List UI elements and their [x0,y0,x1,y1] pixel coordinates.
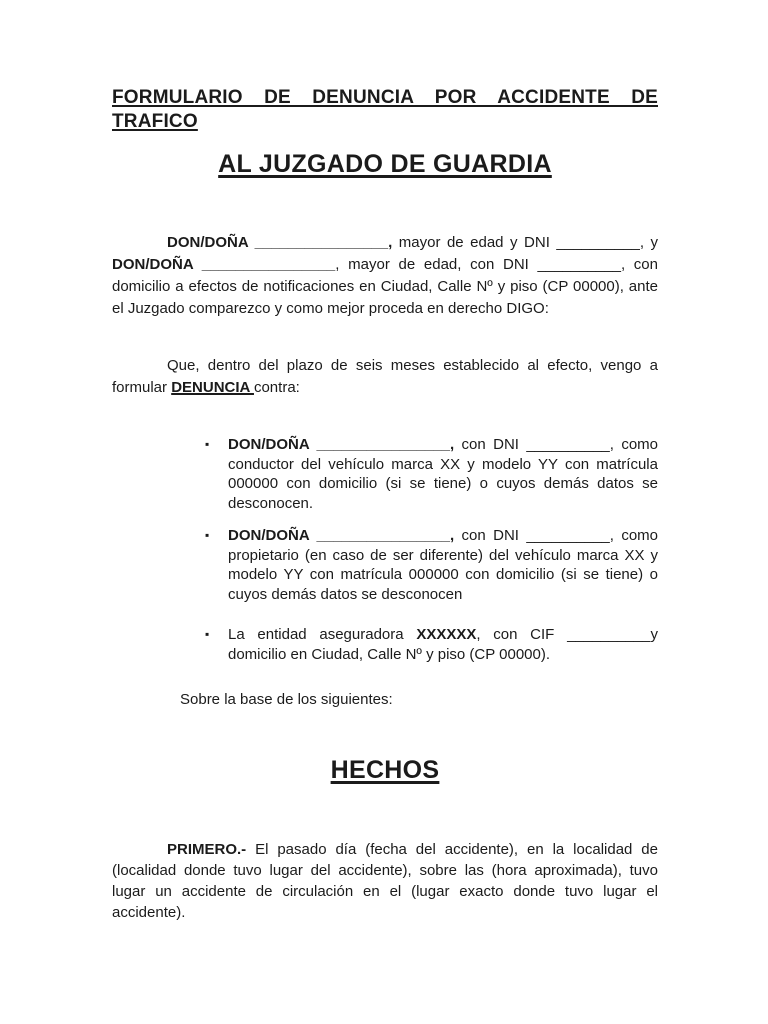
denounced-parties-list [112,435,658,664]
section-heading: HECHOS [330,756,440,784]
list-item-driver-text: DON/DOÑA ________________, con DNI __________, como conductor del vehículo marca XX y modelo YY con matrícula 000000 con domicilio (si se tiene) o cuyos demás datos se desconocen. [228,436,659,512]
list-item-owner [112,526,658,604]
bullet-icon: ▪ [205,528,210,542]
list-item-driver [112,435,658,513]
primero-paragraph: PRIMERO.- El pasado día (fecha del accidente), en la localidad de (localidad donde tuvo lugar del accidente), sobre las (hora aproximada), tuvo lugar un accidente de circulación en el (lugar exacto donde tuvo lugar el accidente). [112,841,658,921]
bullet-icon: ▪ [205,627,210,641]
list-item-insurer [112,625,658,664]
list-item-owner-text: DON/DOÑA ________________, con DNI __________, como propietario (en caso de ser diferente) del vehículo marca XX y modelo YY con matrícula 000000 con domicilio (si se tiene) o cuyos demás datos se desconocen [228,527,659,603]
bullet-icon: ▪ [205,437,210,451]
court-heading: AL JUZGADO DE GUARDIA [218,150,552,178]
intro-paragraph: DON/DOÑA ________________, mayor de edad y DNI __________, y DON/DOÑA ________________, mayor de edad, con DNI __________, con domicilio a efectos de notificaciones en Ciudad, Calle Nº y piso (CP 00000), ante el Juzgado comparezco y como mejor proceda en derecho DIGO: [112,234,658,317]
closing-line: Sobre la base de los siguientes: [180,691,393,708]
denuncia-paragraph: Que, dentro del plazo de seis meses establecido al efecto, vengo a formular DENUNCIA contra: [112,357,658,396]
document-title: FORMULARIO DE DENUNCIA POR ACCIDENTE DE TRAFICO [112,87,658,132]
list-item-insurer-text: La entidad aseguradora XXXXXX, con CIF __________y domicilio en Ciudad, Calle Nº y piso (CP 00000). [228,626,658,663]
